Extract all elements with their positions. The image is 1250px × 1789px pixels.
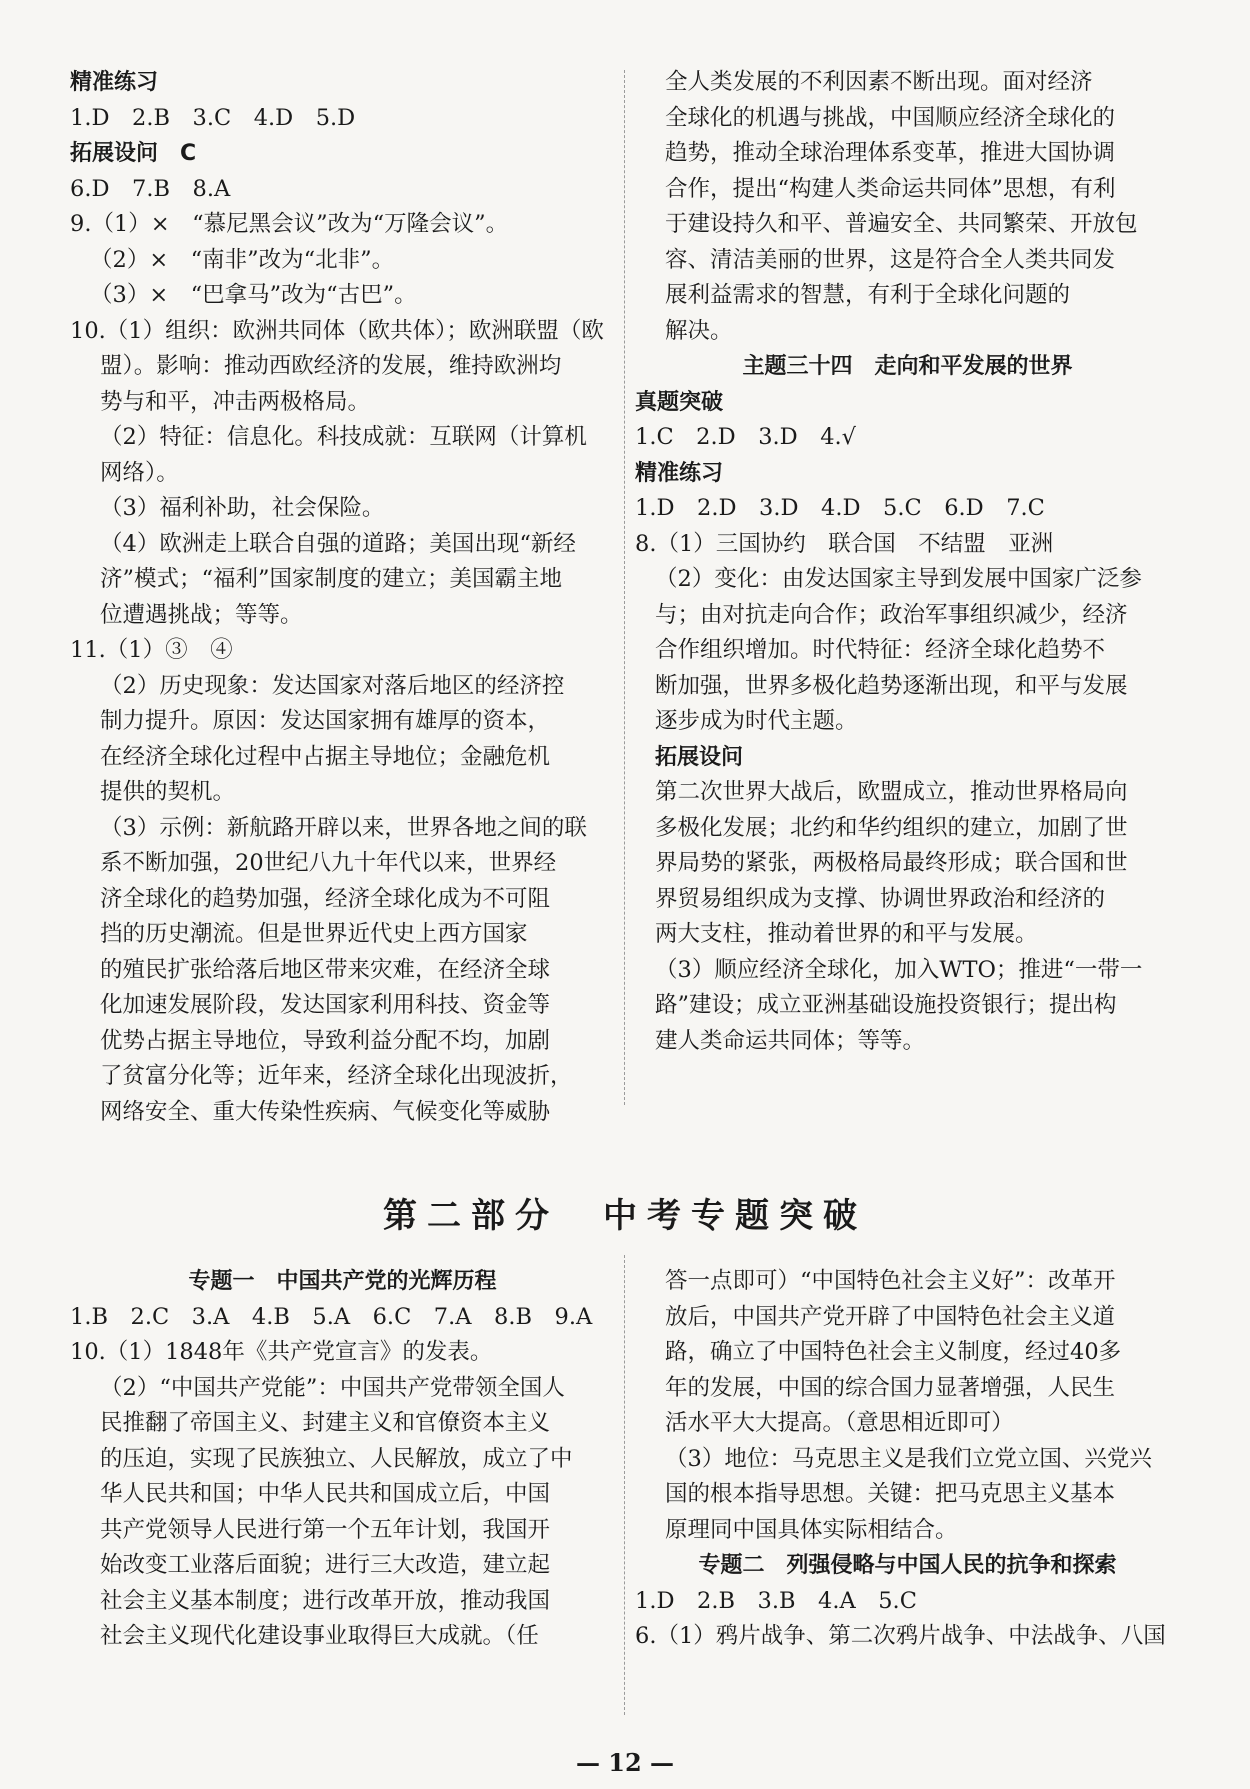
text-line: 势与和平，冲击两极格局。 — [100, 388, 371, 415]
text-line: （3）× “巴拿马”改为“古巴”。 — [90, 282, 417, 308]
text-line: 提供的契机。 — [100, 779, 236, 805]
text-line: 建人类命运共同体；等等。 — [655, 1027, 926, 1054]
lower-left-column — [70, 1264, 615, 1655]
text-line: 路，确立了中国特色社会主义制度，经过40多 — [665, 1339, 1122, 1365]
text-line: 年的发展，中国的综合国力显著增强，人民生 — [665, 1374, 1116, 1401]
text-line: 11.（1）③ ④ — [70, 637, 233, 663]
part-title: 第二部分 中考专题突破 — [383, 1196, 867, 1236]
section-heading: 拓展设问 — [655, 744, 744, 770]
text-line: 始改变工业落后面貌；进行三大改造，建立起 — [100, 1552, 551, 1578]
text-line: 1.D 2.B 3.B 4.A 5.C — [635, 1587, 917, 1614]
section-heading: 精准练习 — [635, 460, 724, 486]
text-line: （4）欧洲走上联合自强的道路；美国出现“新经 — [100, 530, 576, 557]
text-line: 济全球化的趋势加强，经济全球化成为不可阻 — [100, 885, 551, 912]
text-line: 的殖民扩张给落后地区带来灾难，在经济全球 — [100, 956, 551, 983]
text-line: 1.B 2.C 3.A 4.B 5.A 6.C 7.A 8.B 9.A — [70, 1303, 593, 1330]
text-line: （3）顺应经济全球化，加入WTO；推进“一带一 — [655, 956, 1143, 983]
text-line: 1.C 2.D 3.D 4.√ — [635, 424, 857, 450]
section-heading: 专题二 列强侵略与中国人民的抗争和探索 — [698, 1553, 1117, 1578]
lower-right-column — [635, 1264, 1180, 1655]
text-line: 容、清洁美丽的世界，这是符合全人类共同发 — [665, 246, 1116, 273]
text-line: 断加强，世界多极化趋势逐渐出现，和平与发展 — [655, 672, 1128, 699]
text-line: 民推翻了帝国主义、封建主义和官僚资本主义 — [100, 1410, 551, 1436]
text-line: 与；由对抗走向合作；政治军事组织减少，经济 — [655, 601, 1128, 628]
text-line: 网络）。 — [100, 459, 179, 486]
text-line: 原理同中国具体实际相结合。 — [665, 1516, 958, 1543]
text-line: 社会主义现代化建设事业取得巨大成就。（任 — [100, 1623, 539, 1649]
text-line: 6.D 7.B 8.A — [70, 175, 231, 202]
text-line: 多极化发展；北约和华约组织的建立，加剧了世 — [655, 814, 1128, 841]
text-line: 系不断加强，20世纪八九十年代以来，世界经 — [100, 850, 557, 876]
upper-left-column — [70, 65, 615, 1130]
section-heading: 拓展设问 C — [70, 141, 197, 166]
section-heading: 主题三十四 走向和平发展的世界 — [742, 354, 1073, 379]
text-line: 了贫富分化等；近年来，经济全球化出现波折， — [100, 1063, 573, 1089]
text-line: 华人民共和国；中华人民共和国成立后，中国 — [100, 1481, 551, 1507]
text-line: 界贸易组织成为支撑、协调世界政治和经济的 — [655, 885, 1106, 912]
page-number: — 12 — — [575, 1748, 675, 1777]
text-line: 社会主义基本制度；进行改革开放，推动我国 — [100, 1587, 551, 1614]
text-line: 9.（1）× “慕尼黑会议”改为“万隆会议”。 — [70, 211, 509, 237]
text-line: 位遭遇挑战；等等。 — [100, 601, 303, 628]
text-line: 两大支柱，推动着世界的和平与发展。 — [655, 921, 1038, 947]
text-line: （2）历史现象：发达国家对落后地区的经济控 — [100, 672, 565, 699]
text-line: 8.（1）三国协约 联合国 不结盟 亚洲 — [635, 530, 1054, 557]
section-heading: 真题突破 — [635, 389, 724, 415]
text-line: 化加速发展阶段，发达国家利用科技、资金等 — [100, 992, 551, 1018]
text-line: 第二次世界大战后，欧盟成立，推动世界格局向 — [655, 779, 1128, 805]
text-line: 放后，中国共产党开辟了中国特色社会主义道 — [665, 1303, 1116, 1330]
section-heading: 精准练习 — [70, 70, 159, 95]
text-line: （2）变化：由发达国家主导到发展中国家广泛参 — [655, 566, 1142, 592]
text-line: 于建设持久和平、普遍安全、共同繁荣、开放包 — [665, 211, 1138, 237]
text-line: 展利益需求的智慧，有利于全球化问题的 — [665, 282, 1071, 308]
section-heading: 专题一 中国共产党的光辉历程 — [188, 1269, 497, 1294]
text-line: 逐步成为时代主题。 — [655, 708, 858, 734]
text-line: 的压迫，实现了民族独立、人民解放，成立了中 — [100, 1445, 573, 1472]
text-line: 全人类发展的不利因素不断出现。面对经济 — [665, 69, 1093, 95]
text-line: 1.D 2.D 3.D 4.D 5.C 6.D 7.C — [635, 495, 1045, 521]
text-line: 在经济全球化过程中占据主导地位；金融危机 — [100, 743, 551, 770]
text-line: 盟）。影响：推动西欧经济的发展，维持欧洲均 — [100, 353, 562, 379]
upper-column-divider — [624, 70, 625, 1105]
text-line: 界局势的紧张，两极格局最终形成；联合国和世 — [655, 850, 1128, 876]
text-line: 制力提升。原因：发达国家拥有雄厚的资本， — [100, 708, 551, 734]
text-line: 趋势，推动全球治理体系变革，推进大国协调 — [665, 140, 1116, 166]
text-line: 国的根本指导思想。关键：把马克思主义基本 — [665, 1481, 1116, 1507]
text-line: （2）“中国共产党能”：中国共产党带领全国人 — [100, 1374, 565, 1401]
text-line: 网络安全、重大传染性疾病、气候变化等威胁 — [100, 1098, 551, 1125]
text-line: 全球化的机遇与挑战，中国顺应经济全球化的 — [665, 104, 1116, 131]
text-line: （3）示例：新航路开辟以来，世界各地之间的联 — [100, 814, 587, 841]
text-line: 1.D 2.B 3.C 4.D 5.D — [70, 104, 356, 131]
text-line: 活水平大大提高。（意思相近即可） — [665, 1410, 1014, 1436]
text-line: 答一点即可）“中国特色社会主义好”：改革开 — [665, 1268, 1116, 1294]
lower-column-divider — [624, 1255, 625, 1715]
text-line: 路”建设；成立亚洲基础设施投资银行；提出构 — [655, 992, 1117, 1018]
upper-right-column — [635, 65, 1180, 1059]
text-line: 优势占据主导地位，导致利益分配不均，加剧 — [100, 1027, 551, 1054]
text-line: 6.（1）鸦片战争、第二次鸦片战争、中法战争、八国 — [635, 1623, 1166, 1649]
text-line: 济”模式；“福利”国家制度的建立；美国霸主地 — [100, 566, 563, 592]
text-line: 10.（1）组织：欧洲共同体（欧共体）；欧洲联盟（欧 — [70, 317, 604, 344]
text-line: （2）× “南非”改为“北非”。 — [90, 246, 395, 273]
text-line: （3）地位：马克思主义是我们立党立国、兴党兴 — [665, 1445, 1152, 1472]
text-line: （3）福利补助，社会保险。 — [100, 495, 385, 521]
text-line: 挡的历史潮流。但是世界近代史上西方国家 — [100, 921, 528, 947]
text-line: 解决。 — [665, 317, 733, 344]
text-line: 合作，提出“构建人类命运共同体”思想，有利 — [665, 175, 1116, 202]
text-line: （2）特征：信息化。科技成就：互联网（计算机 — [100, 424, 587, 450]
text-line: 共产党领导人民进行第一个五年计划，我国开 — [100, 1516, 551, 1543]
text-line: 10.（1）1848年《共产党宣言》的发表。 — [70, 1339, 493, 1365]
text-line: 合作组织增加。时代特征：经济全球化趋势不 — [655, 637, 1106, 663]
